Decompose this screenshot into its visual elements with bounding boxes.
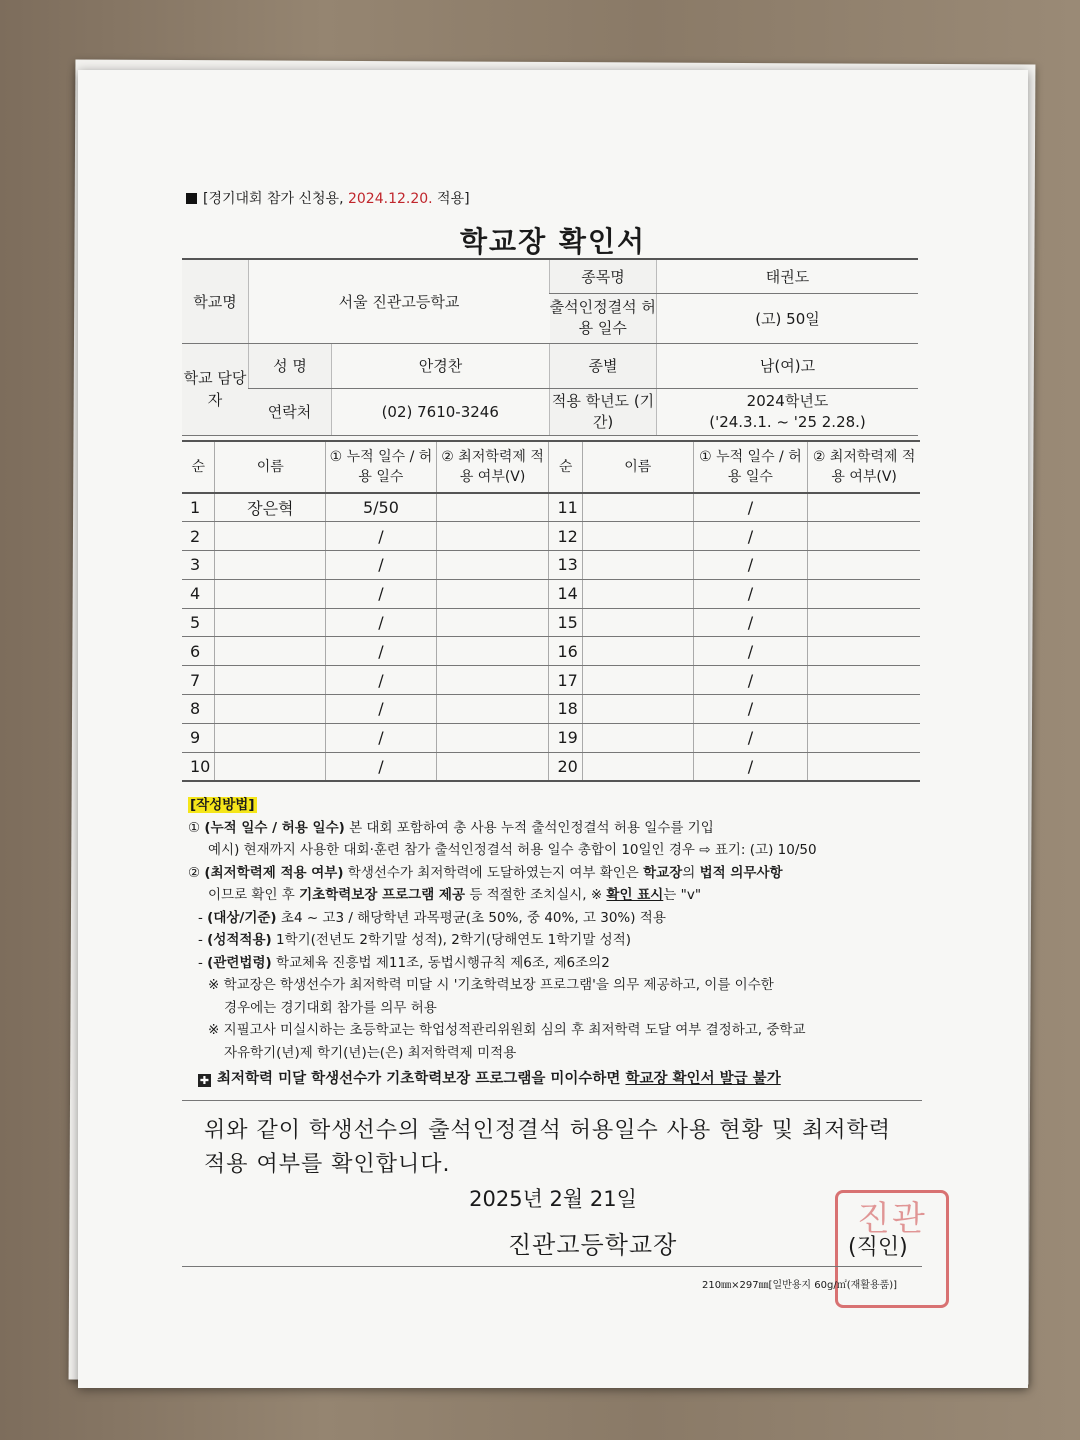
instr-line-6: - (성적적용) 1학기(전년도 2학기말 성적), 2학기(당해연도 1학기말 성적): [198, 932, 632, 948]
year-label: 적용 학년도 (기간): [550, 388, 657, 435]
col-header-days-2: ① 누적 일수 / 허용 일수: [693, 441, 808, 493]
table-row: 7 / 17 /: [182, 666, 920, 695]
table-row: 1 장은혁 5/50 11 /: [182, 493, 920, 522]
square-bullet-icon: [186, 193, 197, 204]
instr-line-2: 예시) 현재까지 사용한 대회·훈련 참가 출석인정결석 허용 일수 총합이 10일인 경우 ⇨ 표기: (고) 10/50: [208, 842, 817, 858]
instr-line-7: - (관련법령) 학교체육 진흥법 제11조, 동법시행규칙 제6조, 제6조의2: [198, 954, 610, 971]
allowed-days-value: (고) 50일: [657, 293, 919, 343]
table-row: 10 / 20 /: [182, 752, 920, 781]
col-header-min-2: ② 최저학력제 적용 여부(V): [808, 441, 920, 493]
name-value: 안경찬: [418, 357, 463, 375]
divider-top: [182, 1100, 922, 1101]
instr-line-1: ① (누적 일수 / 허용 일수) 본 대회 포함하여 총 사용 누적 출석인정결석 허용 일수를 기입: [188, 819, 714, 836]
instructions-heading: [작성방법]: [190, 797, 255, 813]
issue-date: 2025년 2월 21일: [469, 1187, 637, 1211]
athlete-rows: [182, 493, 920, 781]
school-value: 서울 진관고등학교: [249, 259, 550, 343]
document-title: 학교장 확인서: [459, 225, 647, 258]
instr-line-11: 자유학기(년)제 학기(년)는(은) 최저학력제 미적용: [224, 1044, 517, 1061]
confirmation-text: 위와 같이 학생선수의 출석인정결석 허용일수 사용 현황 및 최저학력 적용 여부를 확인합니다.: [204, 1118, 892, 1177]
allowed-days-label: 출석인정결석 허용 일수: [550, 293, 657, 343]
document-page: [78, 70, 1028, 1388]
table-row: 4 / 14 /: [182, 579, 920, 608]
divider-bottom: [182, 1266, 922, 1267]
instr-line-9: 경우에는 경기대회 참가를 의무 허용: [224, 999, 437, 1016]
table-row: 8 / 18 /: [182, 695, 920, 724]
header-date: 2024.12.20.: [347, 191, 433, 207]
gender-value: 남(여)고: [657, 343, 919, 388]
name-label: 성 명: [249, 344, 332, 388]
col-header-no-2: 순: [549, 441, 582, 493]
instr-line-4: 이므로 확인 후 기초학력보장 프로그램 제공 등 적절한 조치실시, ※ 확인 표시는 "v": [208, 887, 702, 903]
form-header: [경기대회 참가 신청용, 2024.12.20. 적용]: [186, 188, 470, 208]
plus-box-icon: ✚: [199, 1074, 210, 1087]
staff-label: 학교 담당자: [182, 343, 249, 435]
event-label: 종목명: [550, 259, 657, 293]
col-header-name: 이름: [215, 441, 326, 493]
gender-label: 종별: [550, 343, 657, 388]
school-label: 학교명: [182, 259, 249, 343]
col-header-no: 순: [182, 441, 215, 493]
info-table: [182, 258, 918, 436]
paper-spec-note: 210㎜×297㎜[일반용지 60g/㎡(재활용품)]: [702, 1280, 898, 1291]
athlete-table: [182, 440, 920, 782]
instr-final-note: ✚ 최저학력 미달 학생선수가 기초학력보장 프로그램을 미이수하면 학교장 확인서 발급 불가: [199, 1071, 781, 1087]
instr-line-8: ※ 학교장은 학생선수가 최저학력 미달 시 '기초학력보장 프로그램'을 의무 제공하고, 이를 이수한: [208, 977, 774, 993]
table-row: 2 / 12 /: [182, 522, 920, 551]
col-header-min: ② 최저학력제 적용 여부(V): [436, 441, 549, 493]
year-value: 2024학년도: [746, 391, 829, 410]
instr-line-10: ※ 지필고사 미실시하는 초등학교는 학업성적관리위원회 심의 후 최저학력 도달 여부 결정하고, 중학교: [208, 1022, 806, 1038]
table-row: 6 / 16 /: [182, 637, 920, 666]
official-seal: 진관: [835, 1190, 949, 1308]
instr-line-3: ② (최저학력제 적용 여부) 학생선수가 최저학력에 도달하였는지 여부 확인은 학교장의 법적 의무사항: [188, 864, 783, 881]
contact-label: 연락처: [249, 389, 332, 435]
year-period: ('24.3.1. ~ '25 2.28.): [709, 412, 866, 431]
seal-label: (직인): [848, 1235, 908, 1260]
col-header-name-2: 이름: [582, 441, 693, 493]
year-cell: [657, 388, 919, 435]
principal-title: 진관고등학교장: [508, 1231, 678, 1259]
col-header-days: ① 누적 일수 / 허용 일수: [326, 441, 437, 493]
contact-value: (02) 7610-3246: [381, 402, 499, 421]
instructions: [188, 794, 928, 1091]
table-row: 5 / 15 /: [182, 608, 920, 637]
instr-line-5: - (대상/기준) 초4 ~ 고3 / 해당학년 과목평균(초 50%, 중 40%, 고 30%) 적용: [198, 909, 666, 926]
event-value: 태권도: [657, 259, 919, 293]
table-row: 9 / 19 /: [182, 723, 920, 752]
table-row: 3 / 13 /: [182, 551, 920, 580]
